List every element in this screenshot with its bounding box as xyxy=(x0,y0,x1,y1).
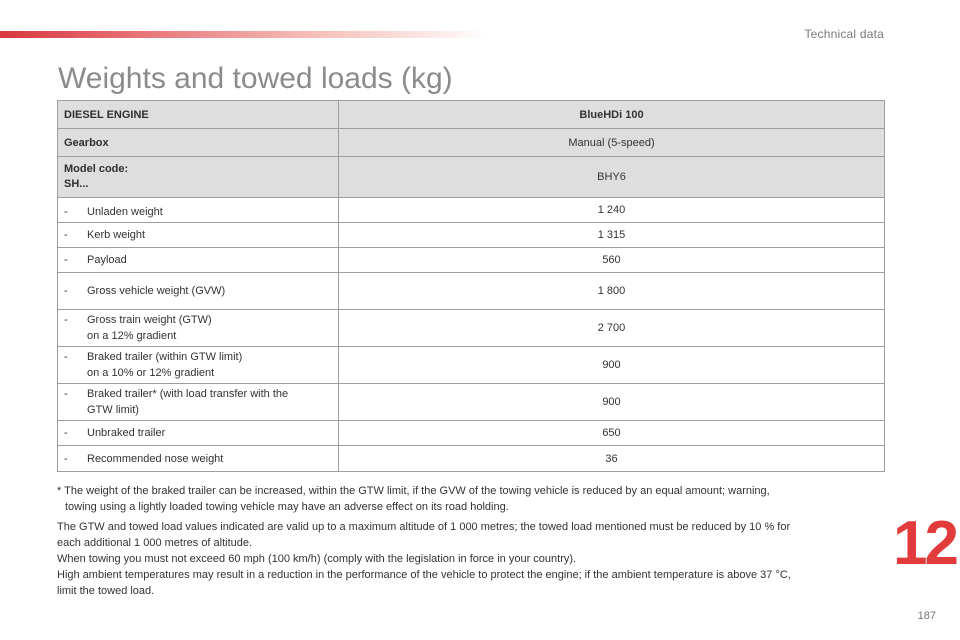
table-row xyxy=(58,273,885,310)
row-dash: - xyxy=(64,254,68,266)
row-label xyxy=(58,421,339,446)
row-value: 1 240 xyxy=(339,198,885,223)
row-value: 1 800 xyxy=(339,273,885,310)
row-label xyxy=(58,273,339,310)
row-dash: - xyxy=(64,388,68,400)
row-value: 900 xyxy=(339,347,885,384)
row-dash: - xyxy=(64,314,68,326)
model-code-label-line1: Model code: xyxy=(64,163,129,175)
row-dash: - xyxy=(64,229,68,241)
row-label xyxy=(58,446,339,472)
table-row xyxy=(58,347,885,384)
row-label-line: Unbraked trailer xyxy=(87,427,166,439)
row-label-line: on a 10% or 12% gradient xyxy=(87,367,215,379)
table-row xyxy=(58,310,885,347)
towing-info xyxy=(57,519,887,599)
table-row xyxy=(58,129,885,157)
page-title: Weights and towed loads (kg) xyxy=(58,62,453,95)
row-value: 2 700 xyxy=(339,310,885,347)
row-label xyxy=(58,347,339,384)
model-code-label xyxy=(58,157,339,198)
row-label-line: Braked trailer (within GTW limit) xyxy=(87,351,243,363)
gearbox-label: Gearbox xyxy=(58,129,339,157)
row-label-line: Unladen weight xyxy=(87,206,163,218)
row-label-line: Recommended nose weight xyxy=(87,452,224,465)
weights-table xyxy=(57,100,885,472)
accent-bar xyxy=(0,31,490,38)
row-value: 36 xyxy=(339,446,885,472)
gearbox-value: Manual (5-speed) xyxy=(339,129,885,157)
row-label xyxy=(58,384,339,421)
row-label-line: Kerb weight xyxy=(87,229,146,241)
footnote-line: * The weight of the braked trailer can be increased, within the GTW limit, if the GVW of the towing vehicle is reduced by an equal amount; warning, xyxy=(57,485,770,497)
row-label xyxy=(58,310,339,347)
engine-label: DIESEL ENGINE xyxy=(58,101,339,129)
model-code-label-line2: SH... xyxy=(64,178,89,190)
row-value: 650 xyxy=(339,421,885,446)
engine-value: BlueHDi 100 xyxy=(339,101,885,129)
info-line: High ambient temperatures may result in a reduction in the performance of the vehicle to protect the engine; if the ambient temperature is above 37 °C, xyxy=(57,569,791,581)
table-row xyxy=(58,421,885,446)
table-row xyxy=(58,384,885,421)
row-value: 1 315 xyxy=(339,223,885,248)
page-number: 187 xyxy=(917,610,936,622)
section-label: Technical data xyxy=(804,27,884,41)
table-row xyxy=(58,446,885,472)
info-line: each additional 1 000 metres of altitude. xyxy=(57,537,253,549)
info-line: When towing you must not exceed 60 mph (100 km/h) (comply with the legislation in force in your country). xyxy=(57,553,577,565)
footnote xyxy=(57,483,887,515)
table-row xyxy=(58,198,885,223)
row-label xyxy=(58,248,339,273)
info-line: The GTW and towed load values indicated are valid up to a maximum altitude of 1 000 metres; the towed load mentioned must be reduced by 10 % for xyxy=(57,521,791,533)
footnote-line: towing using a lightly loaded towing vehicle may have an adverse effect on its road holding. xyxy=(65,501,509,513)
info-line: limit the towed load. xyxy=(57,585,155,597)
row-label-line: GTW limit) xyxy=(87,404,139,416)
row-label-line: Gross vehicle weight (GVW) xyxy=(87,285,226,297)
row-dash: - xyxy=(64,206,68,218)
row-dash: - xyxy=(64,285,68,297)
row-dash: - xyxy=(64,351,68,363)
model-code-value: BHY6 xyxy=(339,157,885,198)
table-row xyxy=(58,248,885,273)
row-value: 900 xyxy=(339,384,885,421)
row-value: 560 xyxy=(339,248,885,273)
row-dash: - xyxy=(64,427,68,439)
row-label xyxy=(58,198,339,223)
table-row xyxy=(58,223,885,248)
row-dash: - xyxy=(64,452,68,465)
table-row xyxy=(58,101,885,129)
table-row xyxy=(58,157,885,198)
row-label xyxy=(58,223,339,248)
row-label-line: Gross train weight (GTW) xyxy=(87,314,212,326)
row-label-line: on a 12% gradient xyxy=(87,330,177,342)
row-label-line: Braked trailer* (with load transfer with the xyxy=(87,388,289,400)
row-label-line: Payload xyxy=(87,254,127,266)
chapter-number: 12 xyxy=(893,509,956,578)
